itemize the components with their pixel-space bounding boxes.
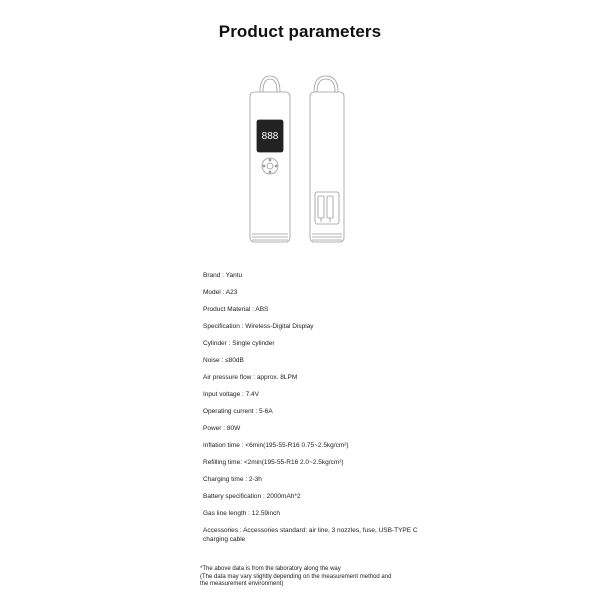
air-pump-front-view-icon (250, 76, 290, 242)
air-pump-side-view-icon (310, 76, 344, 242)
spec-noise: Noise : ≤80dB (203, 357, 244, 364)
spec-cylinder: Cylinder : Single cylinder (203, 340, 275, 347)
display-digits: 888 (261, 131, 279, 142)
spec-accessories: Accessories : Accessories standard: air line, 3 nozzles, fuse, USB-TYPE C charging cable (203, 527, 418, 543)
spec-material: Product Material : ABS (203, 306, 269, 313)
spec-input-voltage: Input voltage : 7.4V (203, 391, 260, 398)
spec-specification: Specification : Wireless-Digital Display (203, 323, 314, 330)
page-title: Product parameters (218, 22, 382, 41)
spec-brand: Brand : Yantu (203, 272, 243, 279)
spec-model: Model : A23 (203, 289, 238, 296)
footnote (200, 566, 420, 589)
spec-power: Power : 80W (203, 425, 241, 432)
spec-operating-current: Operating current : 5-6A (203, 408, 273, 415)
spec-list (203, 272, 423, 553)
spec-inflation-time: Inflation time : <6min(195-55-R16 0.75~2.5kg/cm²) (203, 442, 349, 449)
spec-refilling-time: Refilling time: <2min(195-55-R16 2.0~2.5kg/cm²) (203, 459, 344, 466)
footnote-line-1: *The above data is from the laboratory along the way (200, 566, 341, 572)
product-illustration (240, 68, 360, 248)
spec-battery: Battery specification : 2000mAh*2 (203, 493, 301, 500)
spec-air-pressure-flow: Air pressure flow : approx. 8LPM (203, 374, 298, 381)
footnote-line-3: the measurement environment) (200, 581, 284, 588)
spec-charging-time: Charging time : 2-3h (203, 476, 262, 483)
footnote-line-2: (The data may vary slightly depending on the measurement method and (200, 573, 392, 580)
spec-gas-line-length: Gas line length : 12.59inch (203, 510, 280, 517)
